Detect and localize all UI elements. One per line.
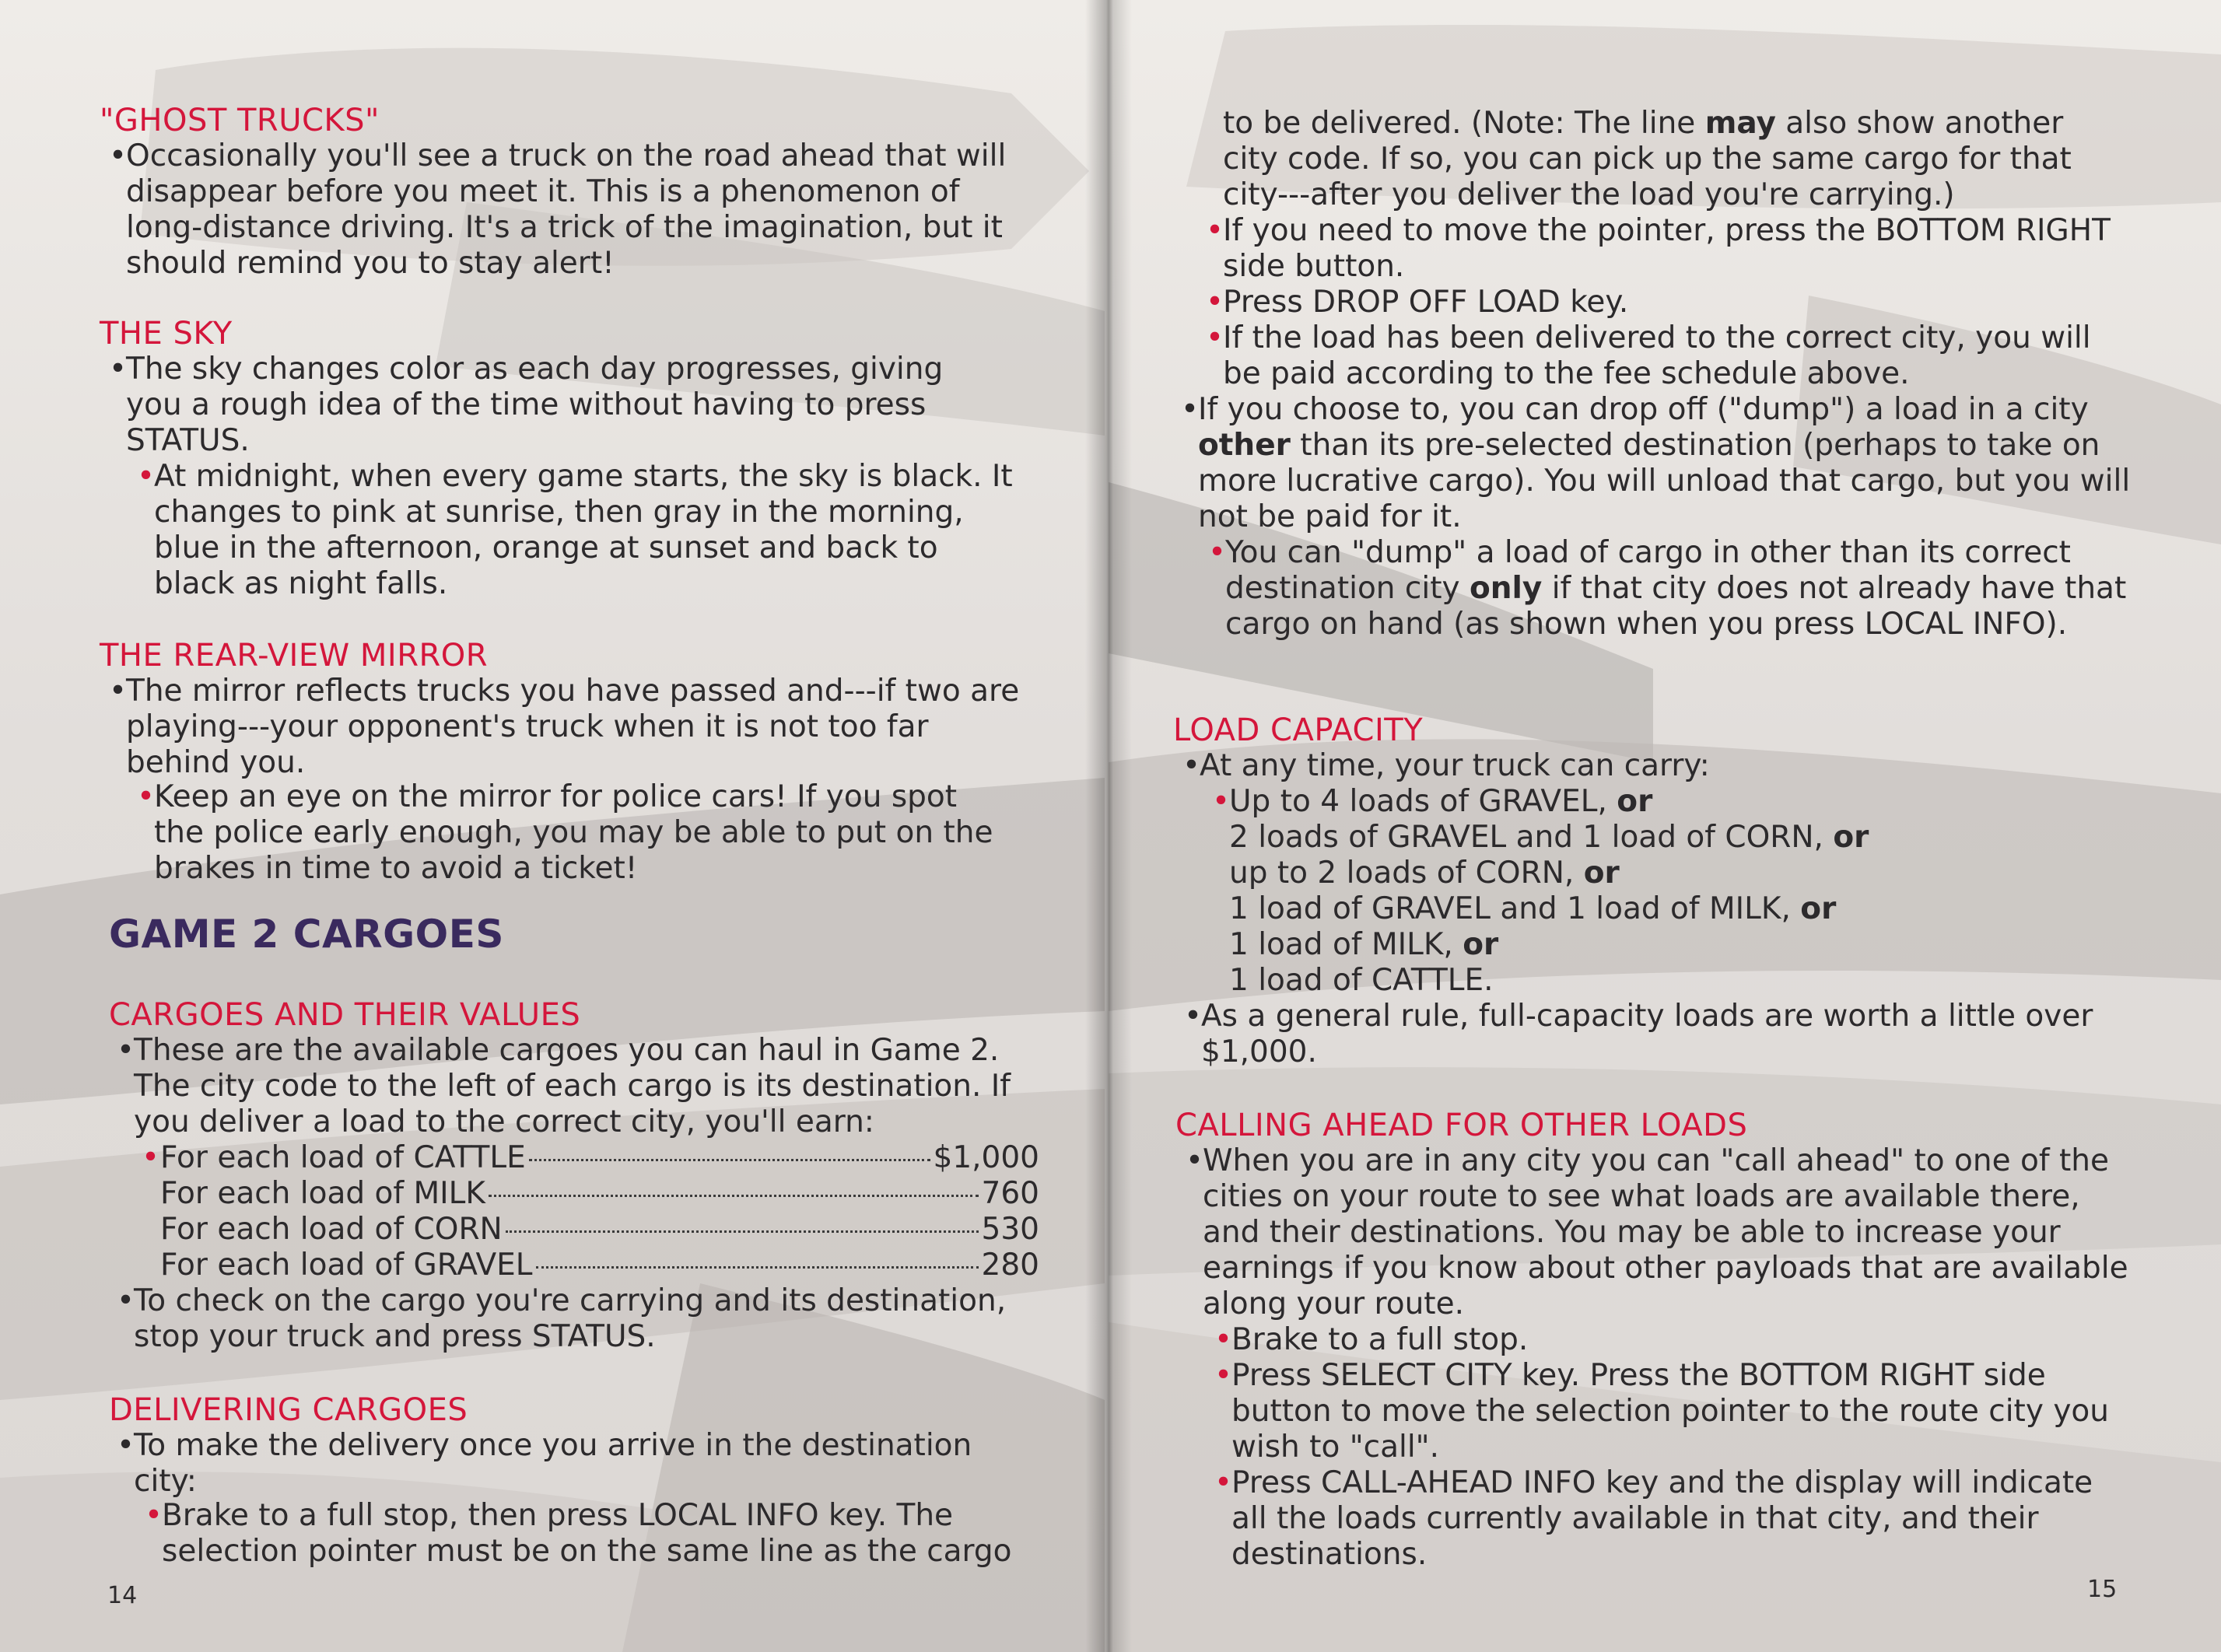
dump-rule-emphasis: only: [1469, 571, 1543, 606]
red-bullet: •: [1214, 1358, 1233, 1393]
dot-leader: [536, 1266, 979, 1269]
fee-label: [142, 1140, 526, 1176]
capacity-or: or: [1833, 820, 1869, 855]
fee-label: For each load of MILK: [160, 1176, 485, 1211]
capacity-or: or: [1800, 891, 1837, 926]
bullet: •: [109, 352, 128, 387]
capacity-line-text: 2 loads of GRAVEL and 1 load of CORN,: [1229, 820, 1834, 855]
capacity-line-text: Up to 4 loads of GRAVEL,: [1229, 784, 1617, 819]
sky-sub-body: At midnight, when every game starts, the sky is black. It changes to pink at sunrise, then gray in the morning, blue in the afternoon, orange at sunset and back to black as night falls.: [154, 459, 1013, 601]
move-pointer-text: [1206, 213, 2125, 285]
bullet: •: [1184, 999, 1203, 1034]
call-ahead-step-body: Press CALL-AHEAD INFO key and the display will indicate all the loads currently available in that city, and their destinations.: [1231, 1465, 2093, 1572]
dump-part: than its pre-selected destination (perhaps to take on more lucrative cargo). You will unload that cargo, but you will not be paid for it.: [1198, 428, 2131, 534]
dot-leader: [489, 1195, 979, 1197]
cargoes-values-body: These are the available cargoes you can haul in Game 2. The city code to the left of each cargo is its destination. If you deliver a load to the correct city, you'll earn:: [134, 1033, 1011, 1139]
mirror-sub-body: Keep an eye on the mirror for police cars! If you spot the police early enough, you may be able to put on the brakes in time to avoid a ticket!: [154, 779, 993, 886]
dot-leader: [506, 1230, 979, 1233]
red-bullet: •: [142, 1140, 160, 1175]
check-cargo-body: To check on the cargo you're carrying and its destination, stop your truck and press STATUS.: [134, 1283, 1007, 1354]
capacity-line: [1229, 891, 2124, 927]
bullet: •: [117, 1283, 135, 1318]
capacity-line-text: 1 load of CATTLE.: [1229, 963, 1494, 998]
dump-part: If you choose to, you can drop off ("dump") a load in a city: [1198, 392, 2089, 427]
bullet: •: [1182, 748, 1201, 783]
capacity-rule-body: As a general rule, full-capacity loads are worth a little over $1,000.: [1201, 999, 2093, 1069]
select-city-step-body: Press SELECT CITY key. Press the BOTTOM RIGHT side button to move the selection pointer to the route city you wish to "call".: [1231, 1358, 2109, 1465]
sky-body: The sky changes color as each day progresses, giving you a rough idea of the time without having to press STATUS.: [126, 352, 944, 458]
fee-row-milk: [160, 1176, 1039, 1212]
dot-leader: [529, 1159, 930, 1161]
capacity-line: [1212, 784, 2124, 820]
paid-text: [1206, 320, 2125, 392]
calling-ahead-body: When you are in any city you can "call ahead" to one of the cities on your route to see what loads are available there, and their destinations. You may be able to increase your earnings if you know about other payloads that are available along your route.: [1203, 1143, 2128, 1321]
dump-rule-part: if that city does not already have that cargo on hand (as shown when you press LOCAL INFO).: [1225, 571, 2127, 642]
sky-heading: THE SKY: [100, 316, 233, 352]
mirror-subtext: [137, 779, 1010, 887]
capacity-line: [1229, 963, 2124, 999]
mirror-text: [109, 674, 1021, 781]
capacity-line-text: 1 load of GRAVEL and 1 load of MILK,: [1229, 891, 1801, 926]
ghost-trucks-text: [109, 138, 1013, 282]
capacity-line: [1229, 927, 2124, 963]
fee-row-corn: [160, 1212, 1039, 1248]
delivering-subtext: [145, 1498, 1056, 1570]
fee-amount: 280: [981, 1248, 1039, 1283]
brake-step-text: [1214, 1322, 2134, 1358]
mirror-heading: THE REAR-VIEW MIRROR: [100, 638, 489, 674]
delivering-sub-body: Brake to a full stop, then press LOCAL INFO key. The selection pointer must be on the same line as the cargo: [162, 1498, 1012, 1569]
game-2-cargoes-heading: GAME 2 CARGOES: [109, 912, 504, 957]
capacity-line: [1229, 856, 2124, 891]
capacity-line-text: up to 2 loads of CORN,: [1229, 856, 1584, 891]
fee-label: For each load of GRAVEL: [160, 1248, 533, 1283]
red-bullet: •: [145, 1498, 163, 1533]
sky-subtext: [137, 459, 1018, 602]
red-bullet: •: [137, 459, 156, 494]
sky-text: [109, 352, 997, 459]
load-capacity-heading: LOAD CAPACITY: [1173, 712, 1424, 748]
note-emphasis: may: [1704, 106, 1776, 141]
page-number-left: 14: [107, 1582, 138, 1609]
fee-label: For each load of CORN: [160, 1212, 503, 1247]
right-page: [1109, 0, 2221, 1652]
red-bullet: •: [1214, 1465, 1233, 1500]
capacity-or: or: [1617, 784, 1653, 819]
dump-rule-text: [1208, 535, 2135, 642]
delivery-note-text: [1223, 106, 2125, 213]
select-city-step-text: [1214, 1358, 2134, 1465]
delivering-heading: DELIVERING CARGOES: [109, 1392, 468, 1428]
fee-row-cattle: [142, 1140, 1039, 1176]
brake-step-body: Brake to a full stop.: [1231, 1322, 1529, 1357]
bullet: •: [109, 674, 128, 709]
note-part: to be delivered. (Note: The line: [1223, 106, 1705, 141]
drop-off-body: Press DROP OFF LOAD key.: [1223, 285, 1629, 320]
cargoes-values-heading: CARGOES AND THEIR VALUES: [109, 997, 581, 1033]
bullet: •: [1186, 1143, 1204, 1178]
right-content: [1109, 0, 2221, 1652]
bullet: •: [117, 1033, 135, 1068]
fee-amount: 760: [981, 1176, 1039, 1211]
fee-amount: $1,000: [933, 1140, 1039, 1175]
bullet: •: [1181, 392, 1200, 427]
cargoes-values-text: [117, 1033, 1052, 1140]
ghost-trucks-heading: "GHOST TRUCKS": [100, 103, 380, 138]
calling-ahead-heading: CALLING AHEAD FOR OTHER LOADS: [1175, 1108, 1748, 1143]
delivering-body: To make the delivery once you arrive in the destination city:: [134, 1428, 972, 1499]
red-bullet: •: [1206, 320, 1224, 355]
fee-label-text: For each load of CATTLE: [160, 1140, 526, 1175]
note-part: also show another city code. If so, you can pick up the same cargo for that city---after you deliver the load you're carrying.): [1223, 106, 2072, 212]
move-pointer-body: If you need to move the pointer, press the BOTTOM RIGHT side button.: [1223, 213, 2111, 284]
capacity-line: [1229, 820, 2124, 856]
capacity-rule-text: [1184, 999, 2096, 1070]
red-bullet: •: [1214, 1322, 1233, 1357]
calling-ahead-text: [1186, 1143, 2136, 1322]
capacity-or: or: [1463, 927, 1499, 962]
left-content: [0, 0, 1109, 1652]
bullet: •: [117, 1428, 135, 1463]
red-bullet: •: [1208, 535, 1227, 570]
capacity-or: or: [1583, 856, 1620, 891]
dump-text: [1181, 392, 2132, 535]
call-ahead-step-text: [1214, 1465, 2134, 1573]
page-number-right: 15: [2087, 1576, 2118, 1603]
capacity-line-text: 1 load of MILK,: [1229, 927, 1463, 962]
mirror-body: The mirror reflects trucks you have passed and---if two are playing---your opponent's truck when it is not too far behind you.: [126, 674, 1020, 780]
red-bullet: •: [1206, 285, 1224, 320]
check-cargo-text: [117, 1283, 1052, 1355]
red-bullet: •: [1206, 213, 1224, 248]
red-bullet: •: [1212, 784, 1231, 819]
bullet: •: [109, 138, 128, 173]
paid-body: If the load has been delivered to the correct city, you will be paid according to the fee schedule above.: [1223, 320, 2091, 391]
drop-off-text: [1206, 285, 2125, 320]
fee-amount: 530: [981, 1212, 1039, 1247]
capacity-intro-body: At any time, your truck can carry:: [1200, 748, 1710, 783]
left-page: [0, 0, 1109, 1652]
dump-emphasis: other: [1198, 428, 1291, 463]
delivering-text: [117, 1428, 1013, 1500]
red-bullet: •: [137, 779, 156, 814]
ghost-trucks-body: Occasionally you'll see a truck on the road ahead that will disappear before you meet it. This is a phenomenon of long-distance driving. It's a trick of the imagination, but it should remind you to stay alert!: [126, 138, 1007, 281]
capacity-intro-text: [1182, 748, 2094, 784]
fee-row-gravel: [160, 1248, 1039, 1283]
dump-rule-part: You can "dump" a load of cargo in other than its correct destination city: [1225, 535, 2071, 606]
